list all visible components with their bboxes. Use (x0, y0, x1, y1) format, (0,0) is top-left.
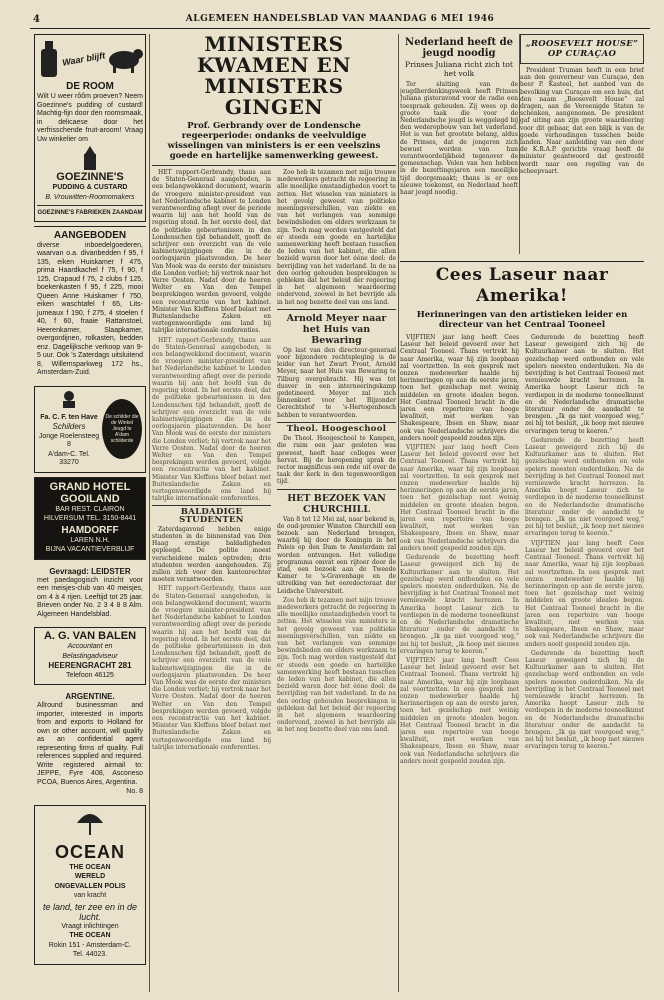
ten-have-line2: Schilders (52, 422, 86, 431)
ocean-line7: THE OCEAN (69, 932, 111, 939)
laseur-body-right-3: VIJFTIEN jaar lang heeft Cees Laseur het beleid gevoerd over het Centraal Tooneel. Thans vertrekt hij naar Amerika, waar hij zijn loopbaan zal voortzetten. In een gesprek met onzen medewerker haalde hij herinneringen op aan de eerste jaren, toen het gezelschap met weinig middelen en groote idealen begon. Het Centraal Tooneel bracht in die jaren een repertoire van hooge kwaliteit, met werken van Shakespeare, Ibsen en Shaw, maar ook van Nederlandsche schrijvers die anders nooit gespeeld zouden zijn. (525, 539, 644, 648)
roosevelt-headline: „ROOSEVELT HOUSE” OP CURAÇAO (525, 39, 639, 59)
van-balen-line3: HEERENGRACHT 281 (48, 661, 132, 670)
church-icon (81, 146, 99, 170)
ads-column (34, 34, 146, 992)
ocean-line4: van kracht (73, 892, 107, 899)
room-text: Wilt U weer rôôm proeven? Neem Goezinne's pudding of custard! Machtig-fijn door den roomsmaak, in delicaese door het verfrisschende fruit-aroom! Vraag Uw winkelier om (37, 93, 143, 143)
gooiland-line3: HAMDORFF (61, 524, 119, 536)
column-rule (149, 34, 150, 992)
laseur-body-right-2: Gedurende de bezetting heeft Laseur geweigerd zich bij de Kultuurkamer aan te sluiten. Het gezelschap werd ontbonden en vele spelers moesten onderduiken. Na de bevrijding is het Centraal Tooneel met vernieuwde kracht herrezen. In Amerika hoopt Laseur zich te verdiepen in de moderne tooneelkunst en de Nederlandsche dramatische literatuur onder de aandacht te brengen. „Ik ga niet voorgoed weg,” zei hij tot besluit, „ik hoop met nieuwe ervaringen terug te keeren.” (525, 436, 644, 538)
cow-icon (105, 44, 143, 74)
theol-headline: Theol. Hoogeschool (286, 423, 387, 434)
churchill-body: Van 8 tot 12 Mei zal, naar bekend is, de oud-premier Winston Churchill een bezoek aan Nederland brengen, waarbij hij door de Koningin in het Paleis op den Dam te Amsterdam zal worden ontvangen. Het volledige programma omvat een rijtoer door de stad, een bezoek aan de Tweede Kamer te 's-Gravenhage en de uitreiking van het eeredoctoraat der Leidsche Universiteit. (277, 515, 396, 595)
argentine-number: No. 8 (126, 788, 143, 795)
laseur-body-right-4: Gedurende de bezetting heeft Laseur geweigerd zich bij de Kultuurkamer aan te sluiten. Het gezelschap werd ontbonden en vele spelers moesten onderduiken. Na de bevrijding is het Centraal Tooneel met vernieuwde kracht herrezen. In Amerika hoopt Laseur zich te verdiepen in de moderne tooneelkunst en de Nederlandsche dramatische literatuur onder de aandacht te brengen. „Ik ga niet voorgoed weg,” zei hij tot besluit, „ik hoop met nieuwe ervaringen terug te keeren.” (525, 649, 644, 751)
ad-aangeboden (34, 226, 146, 382)
van-balen-title: A. G. VAN BALEN (43, 630, 137, 642)
ocean-line8: Rokin 151 - Amsterdam-C. (48, 941, 132, 949)
gooiland-line2: HILVERSUM TEL. 3150-8441 (43, 515, 137, 522)
van-balen-line1: Accountant en (67, 643, 113, 650)
bottle-icon (38, 39, 60, 79)
roosevelt-article (520, 34, 644, 256)
ten-have-line4: A'dam-C. Tel. 33270 (48, 450, 90, 466)
room-title: DE ROOM (66, 81, 114, 92)
van-balen-line4: Telefoon 46125 (66, 671, 114, 679)
room-maker: B. Vrouwitten-Roomomakers (45, 193, 135, 201)
ten-have-line3: Jonge Roelensteeg 8 (38, 432, 100, 448)
main-body-right-2: Zoo heb ik tezamen met mijn trouwe medewerkers getracht de regeering in alle moeilijke omstandigheden voort te zetten. Het wisselen van ministers is het gevolg geweest van politieke meeningsverschillen, van ziekte en van het verlangen van sommige bewindslieden om elders werkzaam te zijn. Toch mag worden vastgesteld dat er steeds een goede en hartelijke samenwerking heeft bestaan tusschen de leden van het kabinet, die allen bezield waren door het ééne doel: de bevrijding van het vaderland. In de na den oorlog gehouden besprekingen is gebleken dat het beleid der regeering in het algemeen waardeering ondervond, zoowel in het bevrijde als in het nog bezette deel van ons land. (277, 596, 396, 734)
laseur-headline: Cees Laseur naar Amerika! (435, 265, 609, 306)
ocean-line1: THE OCEAN (69, 863, 111, 871)
jeugd-body: Ter sluiting van de jeugdherdenkingsweek heeft Prinses Juliana gisteravond voor de radio een toespraak gehouden. Zij wees op de groote taak die voor de Nederlandsche jeugd is weggelegd bij den wederopbouw van het vaderland. Het is van het grootste belang, aldus de Prinses, dat de jongeren zich bewust worden van hun verantwoordelijkheid tegenover de gemeenschap. Velen van hen hebben in de bezettingsjaren een moeilijke tijd doorgemaakt; thans is er een nieuwe toekomst, en Nederland heeft haar jeugd noodig. (400, 81, 518, 197)
main-body-left-cont: HET rapport-Gerbrandy, thans aan de Staten-Generaal aangeboden, is een belangwekkend document, waarin de vroegere minister-president van het Nederlandsche kabinet te Londen verantwoording aflegt over de periode waarin hij aan het hoofd van de regering stond. In het eerste deel, dat de politieke gebeurtenissen in den Londenschen tijd behandelt, geeft de schrijver een overzicht van de vele kabinetswijzigingen die in de oorlogsjaren plaatsvonden. De heer Van Mook was de eerste der ministers die Londen verliet; hij vertrok naar het Verre Oosten. Nadat door de heeren Welter en Van den Tempel besprekingen werden gevoerd, volgde een reconstructie van het kabinet. Minister Van Kleffens bleef belast met Buitenlandsche Zaken en vertegenwoordigde ons land bij talrijke internationale conferenties. (152, 336, 271, 503)
meyer-headline: Arnold Meyer naar het Huis van Bewaring (286, 312, 387, 346)
room-brand: GOEZINNE'S (56, 171, 124, 183)
main-body-right: Zoo heb ik tezamen met mijn trouwe medewerkers getracht de regeering in alle moeilijke omstandigheden voort te zetten. Het wisselen van ministers is het gevolg geweest van politieke meeningsverschillen, van ziekte en van het verlangen van sommige bewindslieden om elders werkzaam te zijn. Toch mag worden vastgesteld dat er steeds een goede en hartelijke samenwerking heeft bestaan tusschen de leden van het kabinet, die allen bezield waren door het ééne doel: de bevrijding van het vaderland. In de na den oorlog gehouden besprekingen is gebleken dat het beleid der regeering in het algemeen waardeering ondervond, zoowel in het bevrijde als in het nog bezette deel van ons land. (277, 169, 396, 306)
room-factory: GOEZINNE'S FABRIEKEN ZAANDAM (37, 210, 143, 216)
theol-body: De Theol. Hoogeschool te Kampen, die ruim een jaar gesloten was geweest, heeft haar colleges weer hervat. Bij de heropening sprak de rector magnificus een rede uit over de taak der kerk in den tegenwoordigen tijd. (277, 435, 396, 486)
jeugd-sub: Prinses Juliana richt zich tot het volk (405, 60, 513, 78)
gooiland-line4: LAREN N.H. (70, 536, 110, 544)
ocean-line3: ONGEVALLEN POLIS (54, 882, 126, 890)
ad-gooiland (34, 477, 146, 560)
ocean-line2: WERELD (74, 873, 106, 880)
masthead (30, 6, 650, 29)
ocean-line9: Tel. 44023. (72, 951, 108, 958)
churchill-headline: HET BEZOEK VAN CHURCHILL (287, 492, 386, 515)
laseur-body-right: Gedurende de bezetting heeft Laseur geweigerd zich bij de Kultuurkamer aan te sluiten. Het gezelschap werd ontbonden en vele spelers moesten onderduiken. Na de bevrijding is het Centraal Tooneel met vernieuwde kracht herrezen. In Amerika hoopt Laseur zich te verdiepen in de moderne tooneelkunst en de Nederlandsche dramatische literatuur onder de aandacht te brengen. „Ik ga niet voorgoed weg,” zei hij tot besluit, „ik hoop met nieuwe ervaringen terug te keeren.” (525, 334, 644, 435)
ad-argentine (34, 689, 146, 801)
main-body-left: HET rapport-Gerbrandy, thans aan de Staten-Generaal aangeboden, is een belangwekkend document, waarin de vroegere minister-president van het Nederlandsche kabinet te Londen verantwoording aflegt over de periode waarin hij aan het hoofd van de regering stond. In het eerste deel, dat de politieke gebeurtenissen in den Londenschen tijd behandelt, geeft de schrijver een overzicht van de vele kabinetswijzigingen die in de oorlogsjaren plaatsvonden. De heer Van Mook was de eerste der ministers die Londen verliet; hij vertrok naar het Verre Oosten. Nadat door de heeren Welter en Van den Tempel besprekingen werden gevoerd, volgde een reconstructie van het kabinet. Minister Van Kleffens bleef belast met Buitenlandsche Zaken en vertegenwoordigde ons land bij talrijke internationale conferenties. (152, 169, 271, 335)
ocean-line6: Vraagt inlichtingen (61, 922, 119, 930)
ad-ocean (34, 805, 146, 965)
page-number: 4 (33, 14, 40, 25)
argentine-text: Allround businessman and importer, interested in imports from and exports to Holland for own or other account, will qualify as an confidential agent representing firms of quality. Full references supplied and required. Write registered airmail to: JEPPE, Fyre 408, Asconeso PCOA, Buenos Aires, Argentina. (37, 702, 143, 786)
gevraagd-text: met paedagogisch inzicht voor een meisjes-club van 40 meisjes, om 4 à 4 rijen. Leeftijd tot 25 jaar. Brieven onder No. 2 3 4 8 8 Alm. Algemeen Handelsblad. (37, 576, 143, 618)
gooiland-line1: BAR REST. CLAIRON (55, 505, 125, 513)
ad-gevraagd (34, 564, 146, 624)
room-brand-sub: PUDDING & CUSTARD (52, 184, 128, 191)
gevraagd-title: Gevraagd: LEIDSTER (49, 566, 131, 576)
ten-have-line1: Fa. C. F. ten Have (40, 413, 98, 421)
ad-room (34, 34, 146, 222)
baldadige-body: Zaterdagavond hebben enige studenten in de binnenstad van Den Haag ernstige baldadigheden gepleegd. De politie moest verscheidene malen optreden; drie studenten werden aangehouden. Zij zullen zich voor den kantonrechter moeten verantwoorden. (152, 525, 271, 584)
main-subheadline: Prof. Gerbrandy over de Londensche regeerperiode: ondanks de veelvuldige wisselingen van ministers is er een veelszins goede en hartelijke samenwerking geweest. (167, 121, 381, 161)
ad-van-balen (34, 627, 146, 685)
ten-have-stamp: De schilder die de Winkel Jeugd te A'dam schilderde (105, 414, 139, 444)
jeugd-headline: Nederland heeft de jeugd noodig (405, 37, 513, 59)
aangeboden-text: diverse inboedelgoederen, waarvan o.a. divanbedden f 95, f 135, eiken Huiskamer f 475, prima Haardkachel f 75, f 90, f 125, Crapaud f 75, 2 clubs f 125, boekenkasten f 95, f 225, mooi Queen Anne Huiskamer f 750, eiken waschtafel f 65, Lits-jumeaux f 190, f 275, 4 stoelen f 40, f 60, fraaie Rattanstoel, Heerenkamer, Slaapkamer, overgordijnen, rolkasten, bedden enz. Dagelijksche verkoop van 9-5 uur. Ook 's Zaterdags uitsluitend 8, Willemsparkweg 172 hs., Amsterdam-Zuid. (37, 241, 144, 376)
ocean-line5: te land, ter zee en in de lucht. (42, 901, 138, 922)
meyer-body: Op last van den directeur-generaal voor bijzondere rechtspleging is de leider van het Zwart Front, Arnold Meyer, naar het Huis van Bewaring te Tilburg overgebracht. Hij was tot dusver in een interneeringskamp gedetineerd. Meyer zal zich binnenkort voor het Bijzonder Gerechtshof te 's-Hertogenbosch hebben te verantwoorden. (277, 346, 396, 419)
painter-icon (59, 390, 79, 408)
van-balen-line2: Belastingadviseur (62, 652, 118, 660)
baldadige-headline: BALDADIGE STUDENTEN (179, 507, 244, 525)
umbrella-icon (75, 809, 105, 837)
aangeboden-title: AANGEBODEN (53, 229, 127, 241)
laseur-body-left-3: Gedurende de bezetting heeft Laseur geweigerd zich bij de Kultuurkamer aan te sluiten. Het gezelschap werd ontbonden en vele spelers moesten onderduiken. Na de bevrijding is het Centraal Tooneel met vernieuwde kracht herrezen. In Amerika hoopt Laseur zich te verdiepen in de moderne tooneelkunst en de Nederlandsche dramatische literatuur onder de aandacht te brengen. „Ik ga niet voorgoed weg,” zei hij tot besluit, „ik hoop met nieuwe ervaringen terug te keeren.” (400, 554, 519, 655)
gooiland-title: GRAND HOTEL GOOILAND (49, 480, 131, 505)
laseur-body-left-2: VIJFTIEN jaar lang heeft Cees Laseur het beleid gevoerd over het Centraal Tooneel. Thans vertrekt hij naar Amerika, waar hij zijn loopbaan zal voortzetten. In een gesprek met onzen medewerker haalde hij herinneringen op aan de eerste jaren, toen het gezelschap met weinig middelen en groote idealen begon. Het Centraal Tooneel bracht in die jaren een repertoire van hooge kwaliteit, met werken van Shakespeare, Ibsen en Shaw, maar ook van Nederlandsche schrijvers die anders nooit gespeeld zouden zijn. (400, 444, 519, 552)
roosevelt-body: President Truman heeft in een brief aan den gouverneur van Curaçao, den heer P. Kasteel, het aanbod van de bevolking van Curaçao om een huis, dat den naam „Roosevelt House” zal dragen, aan de Vereenigde Staten te schenken, aangenomen. De president gaf uiting aan zijn groote waardeering voor dit gebaar, dat een blijk is van de goede verhoudingen tusschen beide landen. Naar aanleiding van een door de K.R.A.P. gerichte vraag heeft de minister geantwoord dat gestreefd wordt naar een regeling van de scheepvaart. (520, 67, 644, 175)
main-body-left-2: HET rapport-Gerbrandy, thans aan de Staten-Generaal aangeboden, is een belangwekkend document, waarin de vroegere minister-president van het Nederlandsche kabinet te Londen verantwoording aflegt over de periode waarin hij aan het hoofd van de regering stond. In het eerste deel, dat de politieke gebeurtenissen in den Londenschen tijd behandelt, geeft de schrijver een overzicht van de vele kabinetswijzigingen die in de oorlogsjaren plaatsvonden. De heer Van Mook was de eerste der ministers die Londen verliet; hij vertrok naar het Verre Oosten. Nadat door de heeren Welter en Van den Tempel besprekingen werden gevoerd, volgde een reconstructie van het kabinet. Minister Van Kleffens bleef belast met Buitenlandsche Zaken en vertegenwoordigde ons land bij talrijke internationale conferenties. (152, 585, 271, 751)
laseur-body-left-4: VIJFTIEN jaar lang heeft Cees Laseur het beleid gevoerd over het Centraal Tooneel. Thans vertrekt hij naar Amerika, waar hij zijn loopbaan zal voortzetten. In een gesprek met onzen medewerker haalde hij herinneringen op aan de eerste jaren, toen het gezelschap met weinig middelen en groote idealen begon. Het Centraal Tooneel bracht in die jaren een repertoire van hooge kwaliteit, met werken van Shakespeare, Ibsen en Shaw, maar ook van Nederlandsche schrijvers die anders nooit gespeeld zouden zijn. (400, 656, 519, 765)
laseur-article (400, 258, 644, 992)
main-headline: MINISTERS KWAMEN EN MINISTERS GINGEN (196, 34, 352, 119)
laseur-sub: Herinneringen van den artistieken leider en directeur van het Centraal Tooneel (416, 310, 628, 330)
laseur-body-left: VIJFTIEN jaar lang heeft Cees Laseur het beleid gevoerd over het Centraal Tooneel. Thans vertrekt hij naar Amerika, waar hij zijn loopbaan zal voortzetten. In een gesprek met onzen medewerker haalde hij herinneringen op aan de eerste jaren, toen het gezelschap met weinig middelen en groote idealen begon. Het Centraal Tooneel bracht in die jaren een repertoire van hooge kwaliteit, met werken van Shakespeare, Ibsen en Shaw, maar ook van Nederlandsche schrijvers die anders nooit gespeeld zouden zijn. (400, 334, 519, 442)
jeugd-article (400, 34, 518, 256)
masthead-title: ALGEMEEN HANDELSBLAD VAN MAANDAG 6 MEI 1946 (185, 14, 495, 24)
gooiland-line5: BIJNA VACANTIEVERBLIJF (45, 546, 135, 553)
room-badge: Waar blijft (61, 50, 106, 68)
ocean-title: OCEAN (54, 841, 125, 862)
argentine-title: ARGENTINE. (65, 692, 115, 701)
ad-ten-have (34, 386, 146, 473)
column-rule (398, 34, 399, 992)
main-article (152, 34, 396, 992)
